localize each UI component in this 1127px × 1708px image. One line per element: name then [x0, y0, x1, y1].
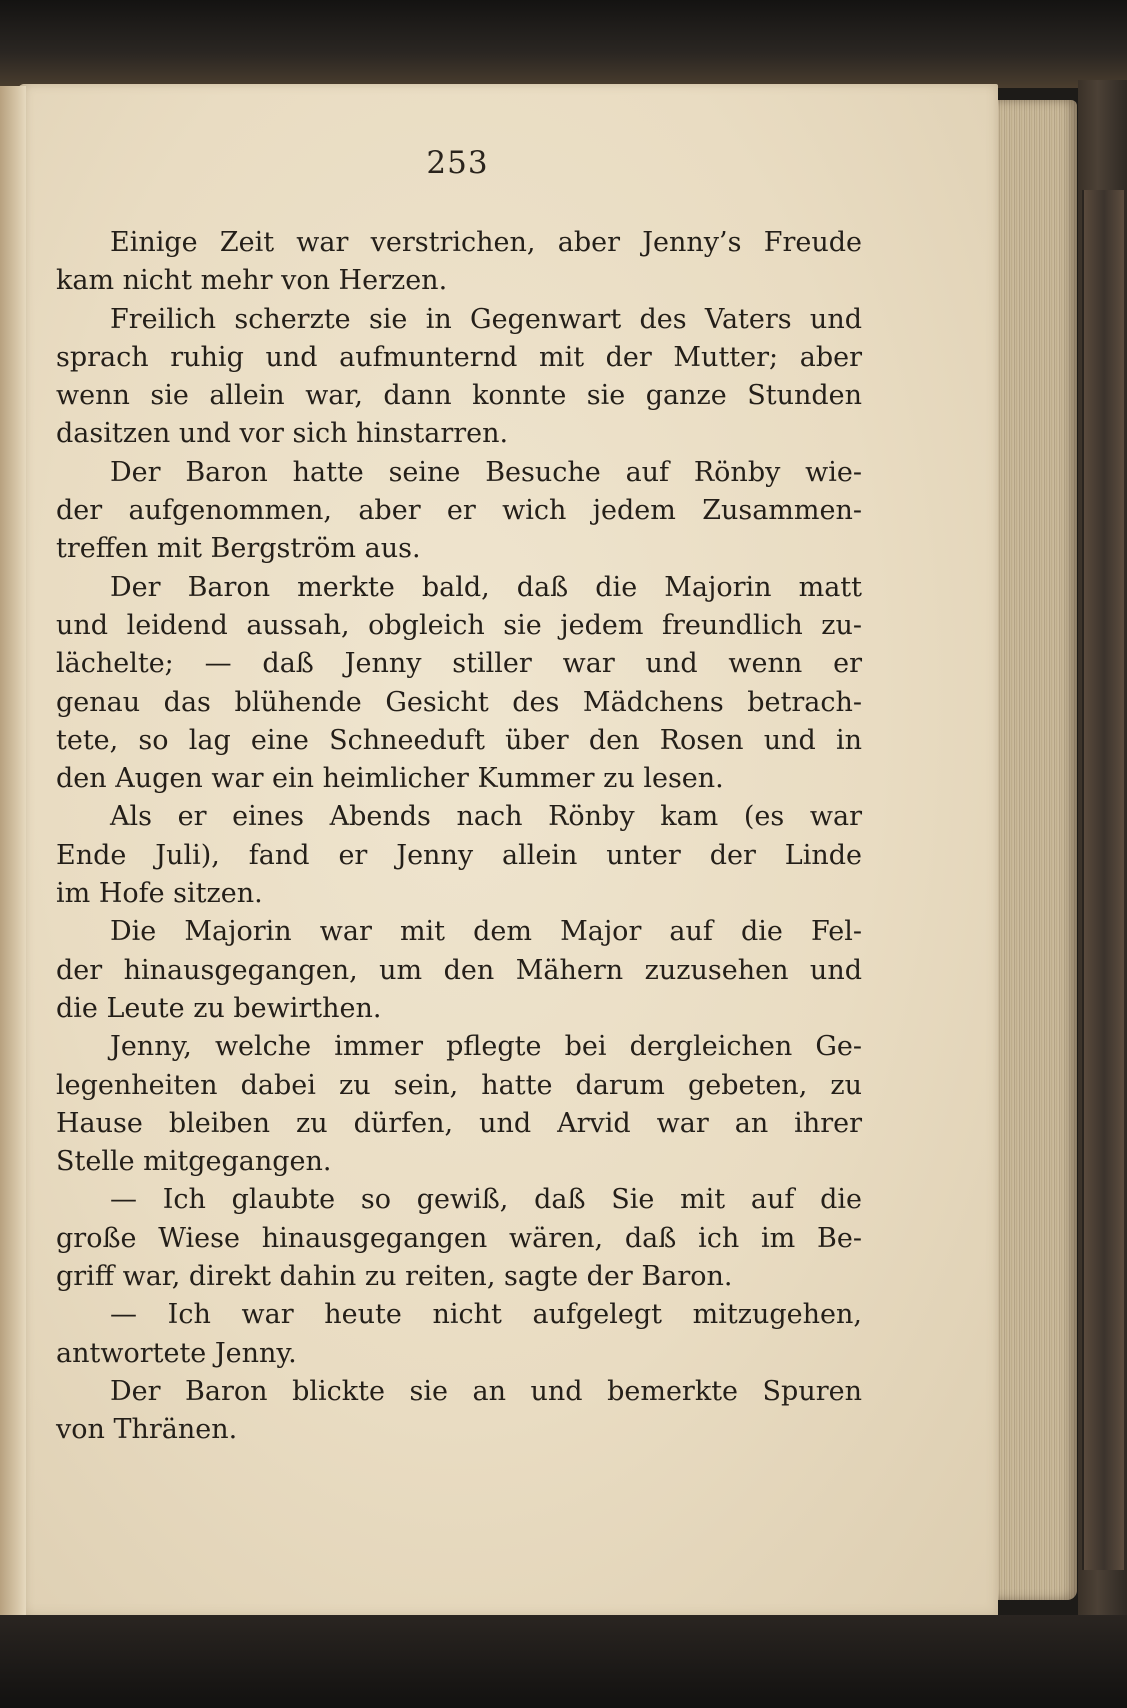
text-line: der hinausgegangen, um den Mähern zuzusehen und: [56, 954, 862, 986]
text-line: der aufgenommen, aber er wich jedem Zusammen-: [56, 495, 862, 527]
text-line: Freilich scherzte sie in Gegenwart des Vaters und: [110, 303, 862, 335]
text-line: wenn sie allein war, dann konnte sie ganze Stunden: [56, 380, 862, 412]
text-line: antwortete Jenny.: [56, 1337, 297, 1369]
text-line: — Ich war heute nicht aufgelegt mitzugehen,: [110, 1299, 862, 1331]
book-cover-top-edge: [0, 0, 1127, 88]
book-cover-bottom-edge: [0, 1615, 1127, 1708]
text-line: Der Baron hatte seine Besuche auf Rönby wie-: [110, 456, 862, 488]
text-line: Einige Zeit war verstrichen, aber Jenny’s Freude: [110, 227, 862, 258]
page-gutter: [0, 86, 26, 1622]
book-spine-leather: [1082, 190, 1124, 1570]
text-line: die Leute zu bewirthen.: [56, 992, 382, 1024]
text-line: lächelte; — daß Jenny stiller war und wenn er: [56, 648, 862, 680]
text-line: tete, so lag eine Schneeduft über den Rosen und in: [56, 724, 862, 756]
text-line: genau das blühende Gesicht des Mädchens betrach-: [56, 686, 862, 718]
text-line: große Wiese hinausgegangen wären, daß ich im Be-: [56, 1222, 862, 1254]
text-line: und leidend aussah, obgleich sie jedem freundlich zu-: [56, 609, 862, 641]
text-line: im Hofe sitzen.: [56, 878, 263, 910]
text-line: treffen mit Bergström aus.: [56, 533, 421, 565]
text-line: dasitzen und vor sich hinstarren.: [56, 418, 509, 450]
text-line: — Ich glaubte so gewiß, daß Sie mit auf die: [110, 1184, 862, 1216]
text-line: von Thränen.: [56, 1414, 238, 1446]
text-line: den Augen war ein heimlicher Kummer zu lesen.: [56, 763, 724, 795]
text-line: Stelle mitgegangen.: [56, 1146, 332, 1178]
page-stack-edges: [985, 100, 1077, 1600]
text-line: Die Majorin war mit dem Major auf die Fel-: [110, 916, 862, 948]
text-line: Ende Juli), fand er Jenny allein unter der Linde: [56, 839, 862, 871]
text-line: griff war, direkt dahin zu reiten, sagte der Baron.: [56, 1261, 733, 1293]
text-line: Der Baron blickte sie an und bemerkte Spuren: [110, 1375, 862, 1407]
page-number: 253: [426, 145, 489, 181]
text-line: legenheiten dabei zu sein, hatte darum gebeten, zu: [56, 1069, 862, 1101]
page-body-text: [56, 224, 862, 1450]
text-line: Als er eines Abends nach Rönby kam (es war: [110, 801, 862, 833]
text-line: Jenny, welche immer pflegte bei dergleichen Ge-: [110, 1031, 862, 1063]
text-line: kam nicht mehr von Herzen.: [56, 265, 448, 297]
text-line: sprach ruhig und aufmunternd mit der Mutter; aber: [56, 341, 862, 373]
text-line: Hause bleiben zu dürfen, und Arvid war an ihrer: [56, 1107, 862, 1139]
text-line: Der Baron merkte bald, daß die Majorin matt: [110, 571, 862, 603]
